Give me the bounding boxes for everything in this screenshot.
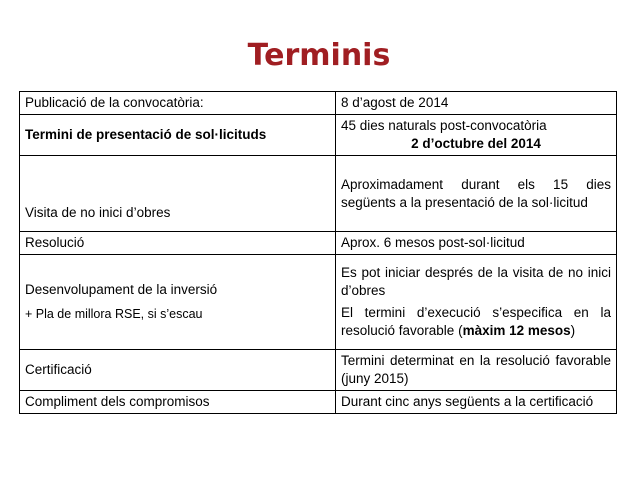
row-value-development [336, 255, 617, 350]
row-label-publication: Publicació de la convocatòria: [20, 92, 336, 115]
row-label-submission: Termini de presentació de sol·licituds [20, 115, 336, 156]
row-value-publication: 8 d’agost de 2014 [336, 92, 617, 115]
row-label-resolution: Resolució [20, 232, 336, 255]
table-row [20, 391, 617, 414]
development-label: Desenvolupament de la inversió [25, 282, 218, 297]
development-sublabel: + Pla de millora RSE, si s’escau [25, 307, 203, 321]
table-row [20, 350, 617, 391]
submission-period: 45 dies naturals post-convocatòria [341, 118, 547, 133]
row-label-visit: Visita de no inici d’obres [20, 156, 336, 232]
table-row [20, 115, 617, 156]
page-title: Terminis [247, 38, 391, 73]
row-value-visit: Aproximadament durant els 15 dies següents a la presentació de la sol·licitud [336, 156, 617, 232]
row-label-commitments: Compliment dels compromisos [20, 391, 336, 414]
row-value-resolution: Aprox. 6 mesos post-sol·licitud [336, 232, 617, 255]
development-start-text: Es pot iniciar després de la visita de no inici d’obres [341, 265, 611, 298]
development-execution-text: El termini d’execució s’especifica en la resolució favorable (màxim 12 mesos) [341, 305, 611, 338]
table-row [20, 255, 617, 350]
row-value-commitments: Durant cinc anys següents a la certificació [336, 391, 617, 414]
row-label-development [20, 255, 336, 350]
row-label-certification: Certificació [20, 350, 336, 391]
row-value-certification: Termini determinat en la resolució favorable (juny 2015) [336, 350, 617, 391]
row-value-submission [336, 115, 617, 156]
submission-deadline-date: 2 d’octubre del 2014 [411, 136, 541, 151]
table-row [20, 92, 617, 115]
table-row [20, 232, 617, 255]
deadlines-table [19, 91, 617, 414]
development-max-duration: màxim 12 mesos [462, 323, 571, 338]
table-row [20, 156, 617, 232]
